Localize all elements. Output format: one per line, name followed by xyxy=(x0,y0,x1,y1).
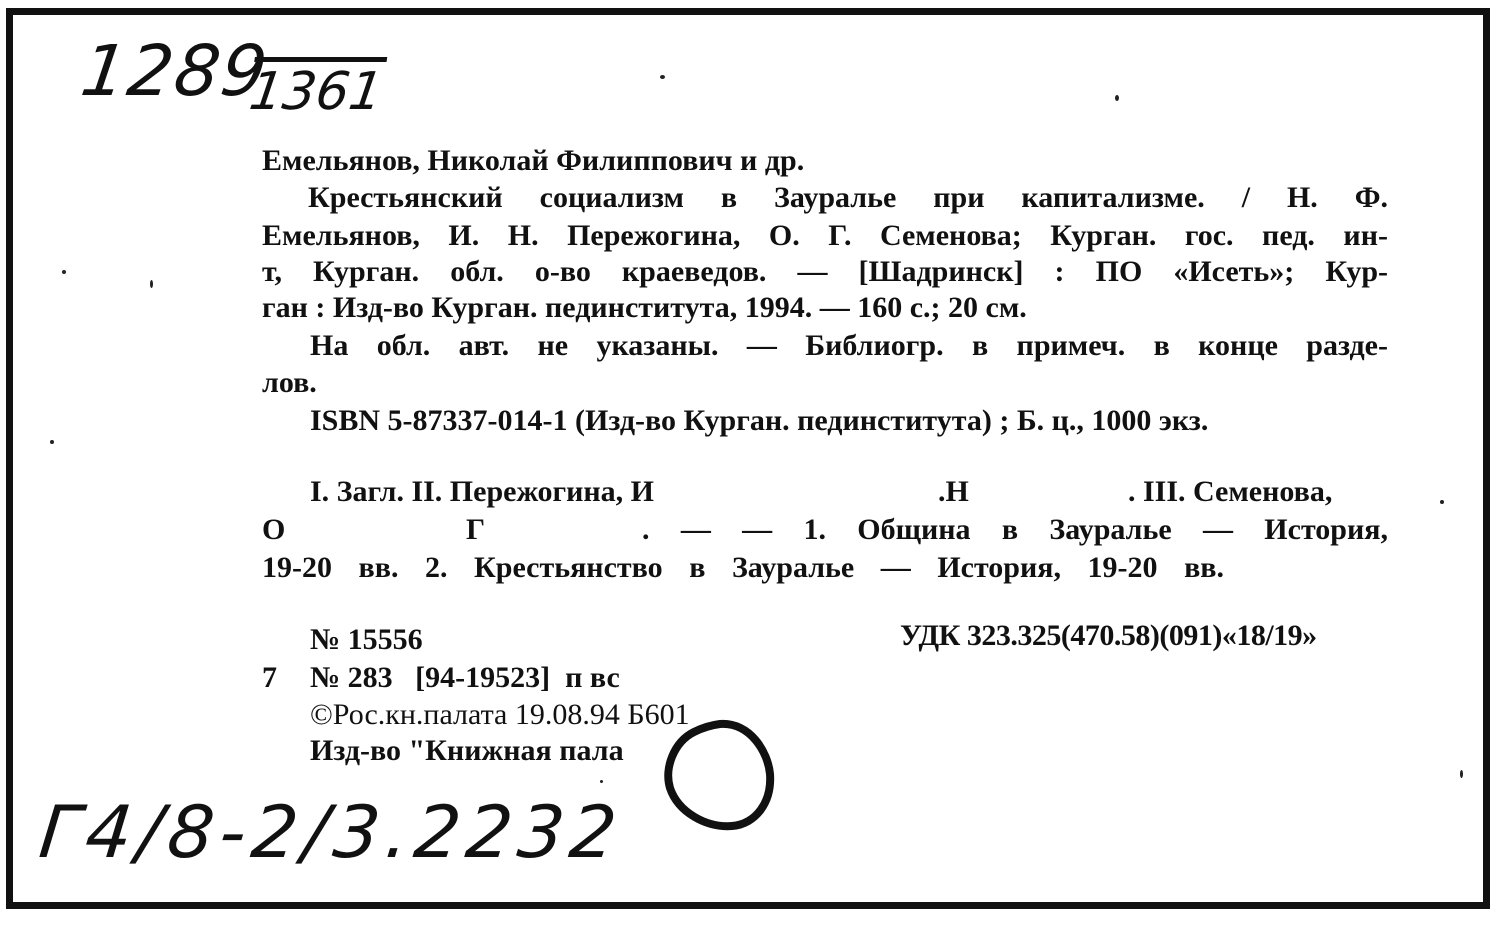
handwritten-sub-number: 1361 xyxy=(245,62,387,122)
scan-speck xyxy=(600,780,603,783)
tracing-line-2-b: Г xyxy=(466,513,486,546)
order-number: № 283 [94-19523] п вс xyxy=(310,661,620,694)
handwritten-shelf-code: Г4/8-2/3.2232 xyxy=(35,790,627,874)
scan-speck xyxy=(660,75,665,79)
hand-drawn-circle-mark xyxy=(660,712,775,834)
notes-line-1: На обл. авт. не указаны. — Библиогр. в примеч. в конце разде- xyxy=(310,329,1388,362)
title-line-1: Крестьянский социализм в Зауралье при капитализме. / Н. Ф. xyxy=(308,181,1388,214)
tracing-line-2-a: О xyxy=(262,513,286,546)
scan-speck xyxy=(50,440,54,444)
isbn-line: ISBN 5-87337-014-1 (Изд-во Курган. пединститута) ; Б. ц., 1000 экз. xyxy=(310,404,1209,437)
author-heading: Емельянов, Николай Филиппович и др. xyxy=(262,144,805,177)
tracing-line-1-b: .Н xyxy=(938,475,969,508)
udk-code: УДК 323.325(470.58)(091)«18/19» xyxy=(900,619,1317,652)
title-line-4: ган : Изд-во Курган. пединститута, 1994. — 160 с.; 20 см. xyxy=(262,291,1027,324)
tracing-line-2-c: . — — 1. Община в Зауралье — История, xyxy=(642,513,1388,546)
scan-speck xyxy=(1115,95,1119,101)
copyright-line: ©Рос.кн.палата 19.08.94 Б601 xyxy=(310,698,690,731)
scan-speck xyxy=(62,270,66,274)
tracing-line-1-a: I. Загл. II. Пережогина, И xyxy=(310,475,654,508)
title-line-3: т, Курган. обл. о-во краеведов. — [Шадринск] : ПО «Исеть»; Кур- xyxy=(262,255,1388,288)
handwritten-call-number: 1289 xyxy=(76,30,274,112)
scan-speck xyxy=(1440,500,1444,504)
tracing-line-1-c: . III. Семенова, xyxy=(1128,475,1333,508)
tracing-line-3: 19-20 вв. 2. Крестьянство в Зауралье — История, 19-20 вв. xyxy=(262,551,1224,584)
card-number: № 15556 xyxy=(310,623,423,656)
scan-speck xyxy=(150,280,153,288)
scan-speck xyxy=(1460,770,1463,778)
notes-line-2: лов. xyxy=(262,366,317,399)
order-prefix: 7 xyxy=(262,661,277,694)
title-line-2: Емельянов, И. Н. Пережогина, О. Г. Семенова; Курган. гос. пед. ин- xyxy=(262,219,1388,252)
publisher-line: Изд-во "Книжная пала xyxy=(310,734,624,767)
